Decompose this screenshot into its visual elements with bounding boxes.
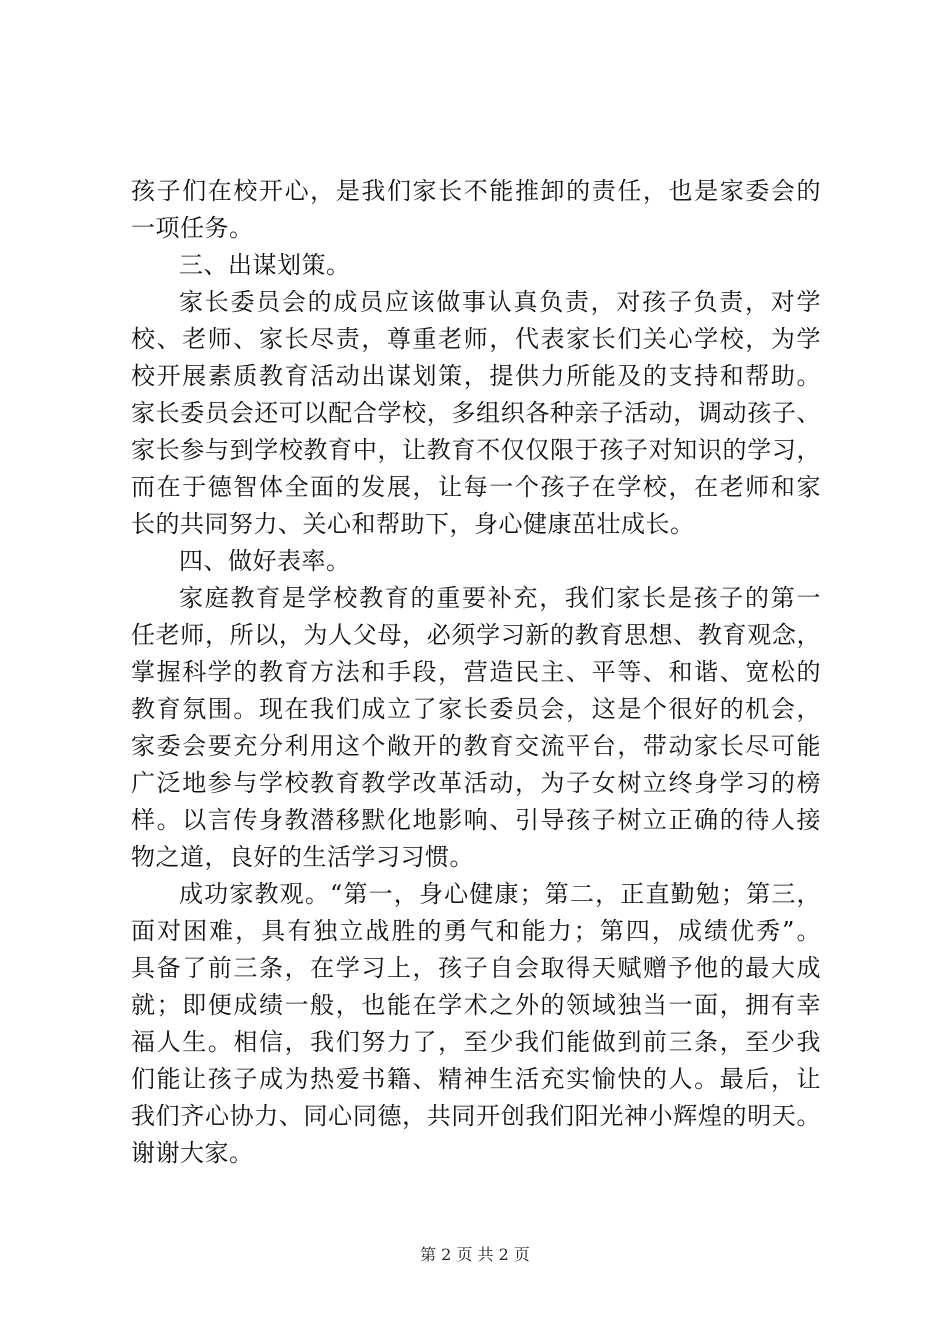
text-line: 校、老师、家长尽责，尊重老师，代表家长们关心学校，为学 <box>131 325 821 353</box>
text-line: 谢谢大家。 <box>131 1139 254 1167</box>
text-line: 掌握科学的教育方法和手段，营造民主、平等、和谐、宽松的 <box>131 658 821 686</box>
text-line: 任老师，所以，为人父母，必须学习新的教育思想、教育观念， <box>131 621 821 649</box>
text-line: 而在于德智体全面的发展，让每一个孩子在学校，在老师和家 <box>131 473 821 501</box>
text-line: 福人生。相信，我们努力了，至少我们能做到前三条，至少我 <box>131 1028 821 1056</box>
text-line: 家长委员会的成员应该做事认真负责，对孩子负责，对学 <box>179 288 821 316</box>
text-line: 我们齐心协力、同心同德，共同开创我们阳光神小辉煌的明天。 <box>131 1102 821 1130</box>
text-line: 们能让孩子成为热爱书籍、精神生活充实愉快的人。最后，让 <box>131 1065 821 1093</box>
text-line: 就；即便成绩一般，也能在学术之外的领域独当一面，拥有幸 <box>131 991 821 1019</box>
text-line: 校开展素质教育活动出谋划策，提供力所能及的支持和帮助。 <box>131 362 821 390</box>
text-line: 一项任务。 <box>131 214 254 242</box>
text-line: 三、出谋划策。 <box>179 251 351 279</box>
page-footer: 第 2 页 共 2 页 <box>420 1245 530 1264</box>
document-body <box>131 173 821 1172</box>
text-line: 长的共同努力、关心和帮助下，身心健康茁壮成长。 <box>131 510 695 538</box>
text-line: 家庭教育是学校教育的重要补充，我们家长是孩子的第一 <box>179 584 821 612</box>
text-line: 教育氛围。现在我们成立了家长委员会，这是个很好的机会， <box>131 695 821 723</box>
text-line: 家委会要充分利用这个敞开的教育交流平台，带动家长尽可能 <box>131 732 821 760</box>
text-line: 面对困难，具有独立战胜的勇气和能力；第四，成绩优秀”。 <box>131 917 821 945</box>
text-line: 成功家教观。“第一，身心健康；第二，正直勤勉；第三， <box>179 880 821 908</box>
text-line: 孩子们在校开心，是我们家长不能推卸的责任，也是家委会的 <box>131 177 821 205</box>
text-line: 物之道，良好的生活学习习惯。 <box>131 843 474 871</box>
text-line: 广泛地参与学校教育教学改革活动，为子女树立终身学习的榜 <box>131 769 821 797</box>
text-line: 四、做好表率。 <box>179 547 351 575</box>
text-line: 具备了前三条，在学习上，孩子自会取得天赋赠予他的最大成 <box>131 954 821 982</box>
text-line: 家长委员会还可以配合学校，多组织各种亲子活动，调动孩子、 <box>131 399 821 427</box>
text-line: 样。以言传身教潜移默化地影响、引导孩子树立正确的待人接 <box>131 806 821 834</box>
text-line: 家长参与到学校教育中，让教育不仅仅限于孩子对知识的学习， <box>131 436 821 464</box>
